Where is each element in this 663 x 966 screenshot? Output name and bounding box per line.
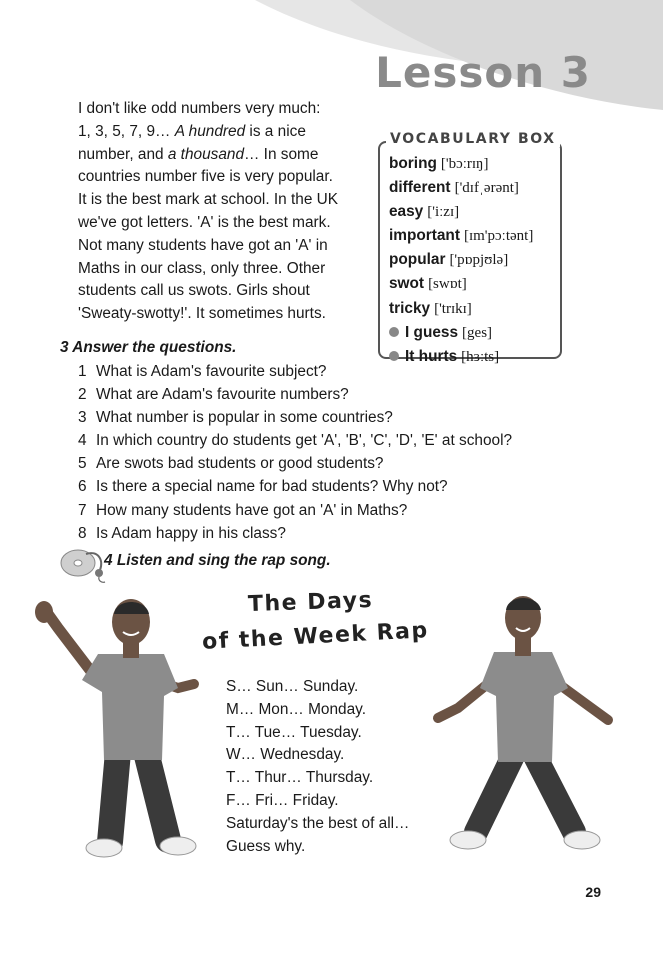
vocabulary-list: [389, 152, 533, 369]
lyric-line: T… Thur… Thursday.: [226, 769, 374, 787]
page-number: 29: [585, 884, 601, 900]
dancing-boy-left-illustration: [28, 592, 208, 864]
intro-line: number, and a thousand… In some: [78, 145, 319, 163]
rap-title-line-1: The Days: [247, 587, 374, 618]
question-list: [78, 360, 512, 545]
intro-line: I don't like odd numbers very much:: [78, 100, 321, 117]
lyric-line: T… Tue… Tuesday.: [226, 723, 362, 741]
headphones-cd-icon: [58, 546, 106, 584]
vocabulary-item: It hurts [hɜːts]: [389, 345, 533, 369]
intro-line: Not many students have got an 'A' in: [78, 236, 328, 254]
question-item: 6 Is there a special name for bad students? Why not?: [78, 478, 448, 496]
vocabulary-item: tricky ['trɪkɪ]: [389, 299, 472, 317]
lyric-line: M… Mon… Monday.: [226, 700, 366, 718]
intro-line: countries number five is very popular.: [78, 168, 333, 186]
dancing-boy-right-illustration: [428, 592, 618, 864]
vocabulary-box-title: VOCABULARY BOX: [386, 131, 560, 147]
lyric-line: W… Wednesday.: [226, 746, 345, 764]
lyric-line: Guess why.: [226, 837, 306, 855]
vocabulary-item: important [ɪm'pɔːtənt]: [389, 227, 534, 245]
intro-line: we've got letters. 'A' is the best mark.: [78, 213, 331, 231]
rap-lyrics: [226, 676, 409, 858]
vocabulary-item: easy ['iːzɪ]: [389, 203, 460, 221]
question-item: 3 What number is popular in some countries?: [78, 409, 393, 427]
question-item: 4 In which country do students get 'A', 'B', 'C', 'D', 'E' at school?: [78, 432, 513, 450]
question-item: 1 What is Adam's favourite subject?: [78, 363, 327, 380]
rap-title-line-2: of the Week Rap: [201, 618, 430, 655]
lyric-line: S… Sun… Sunday.: [226, 678, 359, 695]
vocabulary-item: popular ['pɒpjʊlə]: [389, 251, 509, 269]
vocabulary-item: boring ['bɔːrɪŋ]: [389, 155, 489, 172]
vocabulary-item: different ['dɪfˌərənt]: [389, 179, 519, 197]
exercise-3-heading: 3 Answer the questions.: [60, 339, 237, 356]
intro-line: It is the best mark at school. In the UK: [78, 191, 339, 209]
exercise-4-heading: 4 Listen and sing the rap song.: [104, 552, 331, 569]
intro-paragraph: [78, 98, 358, 326]
question-item: 8 Is Adam happy in his class?: [78, 524, 286, 542]
question-item: 5 Are swots bad students or good students?: [78, 455, 384, 473]
bullet-icon: [389, 327, 399, 337]
lesson-title: Lesson 3: [375, 48, 591, 97]
intro-line: 'Sweaty-swotty!'. It sometimes hurts.: [78, 305, 326, 323]
intro-line: 1, 3, 5, 7, 9… A hundred is a nice: [78, 122, 306, 140]
question-item: 7 How many students have got an 'A' in Maths?: [78, 501, 408, 519]
intro-line: students call us swots. Girls shout: [78, 282, 310, 300]
vocabulary-item: swot [swɒt]: [389, 275, 467, 293]
question-item: 2 What are Adam's favourite numbers?: [78, 386, 349, 404]
lyric-line: F… Fri… Friday.: [226, 791, 339, 809]
intro-line: Maths in our class, only three. Other: [78, 259, 326, 277]
lyric-line: Saturday's the best of all…: [226, 814, 410, 832]
vocabulary-item: I guess [ges]: [389, 321, 533, 345]
